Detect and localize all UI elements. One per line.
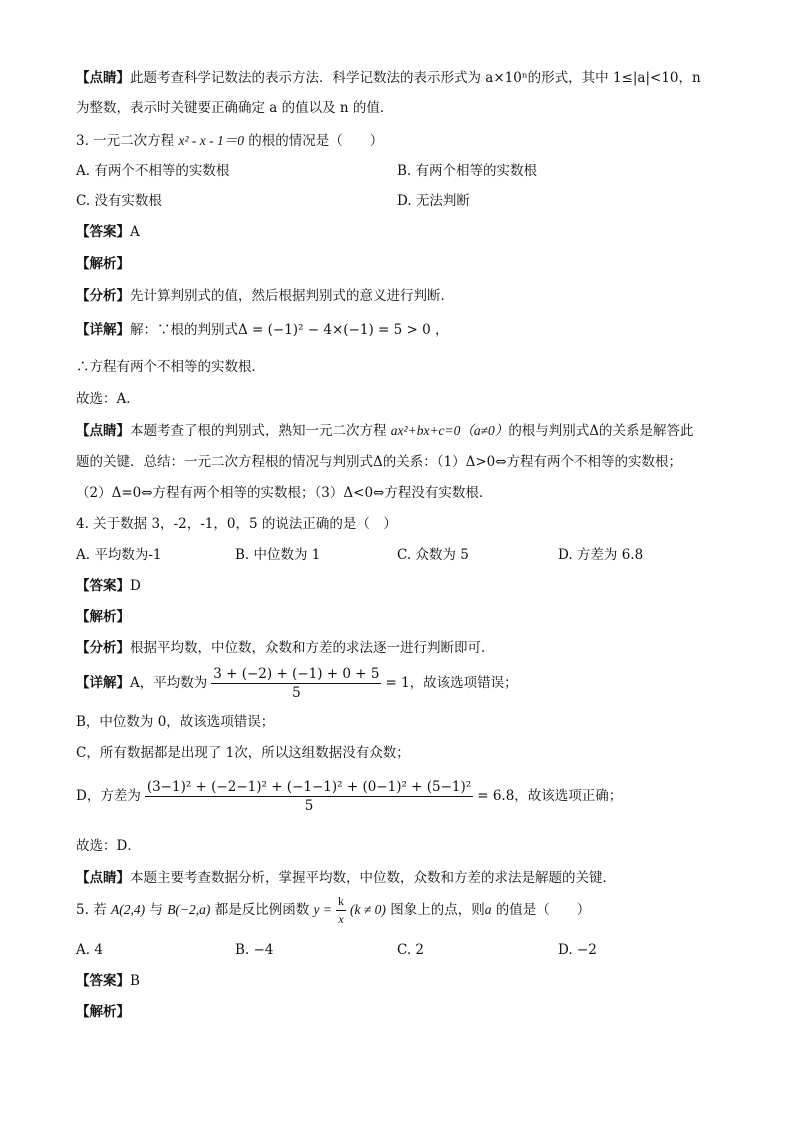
q4-fenxi <box>76 638 495 658</box>
q3-dianjing-1a: 本题考查了根的判别式，熟知一元二次方程 <box>130 423 391 439</box>
analysis-tag: 【解析】 <box>76 609 130 625</box>
q5-stem <box>76 894 590 927</box>
q5-function-lhs: y = <box>313 902 332 917</box>
dianjing-tag: 【点睛】 <box>76 70 130 86</box>
q5-point-a: A(2,4) <box>110 902 146 917</box>
q4-detail-d-post: ，故该选项正确； <box>514 788 623 804</box>
variance-denominator: 5 <box>304 798 314 814</box>
q4-detail-b: B，中位数为 0，故该选项错误； <box>76 714 275 730</box>
q4-dianjing <box>76 868 616 888</box>
q5-option-a: A. 4 <box>76 942 103 958</box>
q3-detail-pre: 解：∵根的判别式 <box>130 322 238 338</box>
q3-fenxi-text: 先计算判别式的值，然后根据判别式的意义进行判断． <box>130 288 454 304</box>
q5-stem-post: 图象上的点，则 <box>385 902 485 918</box>
q3-dianjing-equation: ax²+bx+c=0（a≠0） <box>390 423 509 438</box>
q5-variable-a: a <box>484 902 492 917</box>
variance-result: = 6.8 <box>477 788 515 804</box>
q3-conclusion: ∴方程有两个不相等的实数根． <box>76 359 265 375</box>
top-note-text-2: 为整数，表示时关键要正确确定 a 的值以及 n 的值． <box>76 100 394 116</box>
q4-detail-d-pre: D，方差为 <box>76 788 141 804</box>
q3-option-d: D. 无法判断 <box>397 193 470 209</box>
q4-detail-a <box>76 666 518 701</box>
q3-dianjing-2: 题的关键．总结：一元二次方程根的情况与判别式Δ的关系：（1）Δ>0⇔方程有两个不相等的实数根； <box>76 454 683 470</box>
dianjing-tag: 【点睛】 <box>76 870 130 886</box>
q3-answer <box>76 222 140 242</box>
q4-option-b: B. 中位数为 1 <box>235 547 321 563</box>
q3-choose: 故选：A． <box>76 391 140 407</box>
q3-equation: x² - x - 1＝0 <box>178 133 244 148</box>
q4-stem: 4. 关于数据 3，-2，-1，0，5 的说法正确的是（ ） <box>76 516 397 532</box>
analysis-tag: 【解析】 <box>76 256 130 272</box>
q4-option-a: A. 平均数为-1 <box>76 547 162 563</box>
q3-stem <box>76 131 383 151</box>
q4-choose: 故选：D． <box>76 838 141 854</box>
q5-stem-end: 的值是（ ） <box>491 902 591 918</box>
fenxi-tag: 【分析】 <box>76 288 130 304</box>
q5-stem-pre: 5. 若 <box>76 902 111 918</box>
q5-function-fraction <box>336 894 346 927</box>
q5-option-d: D. −2 <box>558 942 597 958</box>
q5-analysis-heading <box>76 1002 130 1022</box>
q5-option-b: B. −4 <box>235 942 274 958</box>
detail-tag: 【详解】 <box>76 322 130 338</box>
q3-stem-pre: 3. 一元二次方程 <box>76 133 179 149</box>
top-note-text-1: 此题考查科学记数法的表示方法．科学记数法的表示形式为 a×10ⁿ的形式，其中 1≤|a|<10，n <box>130 70 701 86</box>
answer-tag: 【答案】 <box>76 973 130 989</box>
q5-function-condition: (k ≠ 0) <box>350 902 386 917</box>
mean-numerator: 3 + (−2) + (−1) + 0 + 5 <box>213 666 380 682</box>
q4-detail-a-pre: A，平均数为 <box>130 675 208 691</box>
mean-denominator: 5 <box>292 685 301 701</box>
q4-fenxi-text: 根据平均数，中位数，众数和方差的求法逐一进行判断即可． <box>130 640 495 656</box>
q3-discriminant-formula: Δ = (−1)² − 4×(−1) = 5 > 0 ， <box>238 322 449 338</box>
answer-tag: 【答案】 <box>76 224 130 240</box>
q3-option-a: A. 有两个不相等的实数根 <box>76 163 230 179</box>
variance-fraction <box>145 779 473 814</box>
q3-detail <box>76 320 448 340</box>
q5-function-denominator: x <box>338 912 344 926</box>
q3-answer-value: A <box>130 224 140 240</box>
analysis-tag: 【解析】 <box>76 1004 130 1020</box>
answer-tag: 【答案】 <box>76 578 130 594</box>
q4-analysis-heading <box>76 607 130 627</box>
q4-option-d: D. 方差为 6.8 <box>558 547 644 563</box>
q5-answer-value: B <box>130 973 140 989</box>
top-note-line-2 <box>76 98 393 118</box>
q3-dianjing-1 <box>76 421 694 441</box>
mean-fraction <box>211 666 381 701</box>
q5-stem-mid2: 都是反比例函数 <box>210 902 314 918</box>
q5-option-c: C. 2 <box>397 942 425 958</box>
q4-option-c: C. 众数为 5 <box>397 547 469 563</box>
q3-dianjing-3: （2）Δ=0⇔方程有两个相等的实数根；（3）Δ<0⇔方程没有实数根． <box>76 485 493 501</box>
q5-stem-mid: 与 <box>145 902 168 918</box>
detail-tag: 【详解】 <box>76 675 130 691</box>
q4-detail-c: C，所有数据都是出现了 1次，所以这组数据没有众数； <box>76 745 410 761</box>
q3-option-c: C. 没有实数根 <box>76 193 162 209</box>
q4-detail-d <box>76 779 622 814</box>
variance-numerator: (3−1)² + (−2−1)² + (−1−1)² + (0−1)² + (5−1)² <box>146 779 472 795</box>
fenxi-tag: 【分析】 <box>76 640 130 656</box>
q4-answer <box>76 576 141 596</box>
q3-fenxi <box>76 286 454 306</box>
q3-stem-post: 的根的情况是（ ） <box>244 133 384 149</box>
q4-detail-a-post: ，故该选项错误； <box>409 675 518 691</box>
dianjing-tag: 【点睛】 <box>76 423 130 439</box>
q4-dianjing-text: 本题主要考查数据分析，掌握平均数，中位数，众数和方差的求法是解题的关键． <box>130 870 616 886</box>
q3-analysis-heading <box>76 254 130 274</box>
mean-result: = 1 <box>385 675 410 691</box>
q5-answer <box>76 971 140 991</box>
q3-option-b: B. 有两个相等的实数根 <box>397 163 538 179</box>
q3-dianjing-1b: 的根与判别式Δ的关系是解答此 <box>508 423 694 439</box>
top-note-line-1 <box>76 68 701 88</box>
q5-function-numerator: k <box>336 894 346 911</box>
q4-answer-value: D <box>130 578 141 594</box>
q5-point-b: B(−2,a) <box>167 902 211 917</box>
